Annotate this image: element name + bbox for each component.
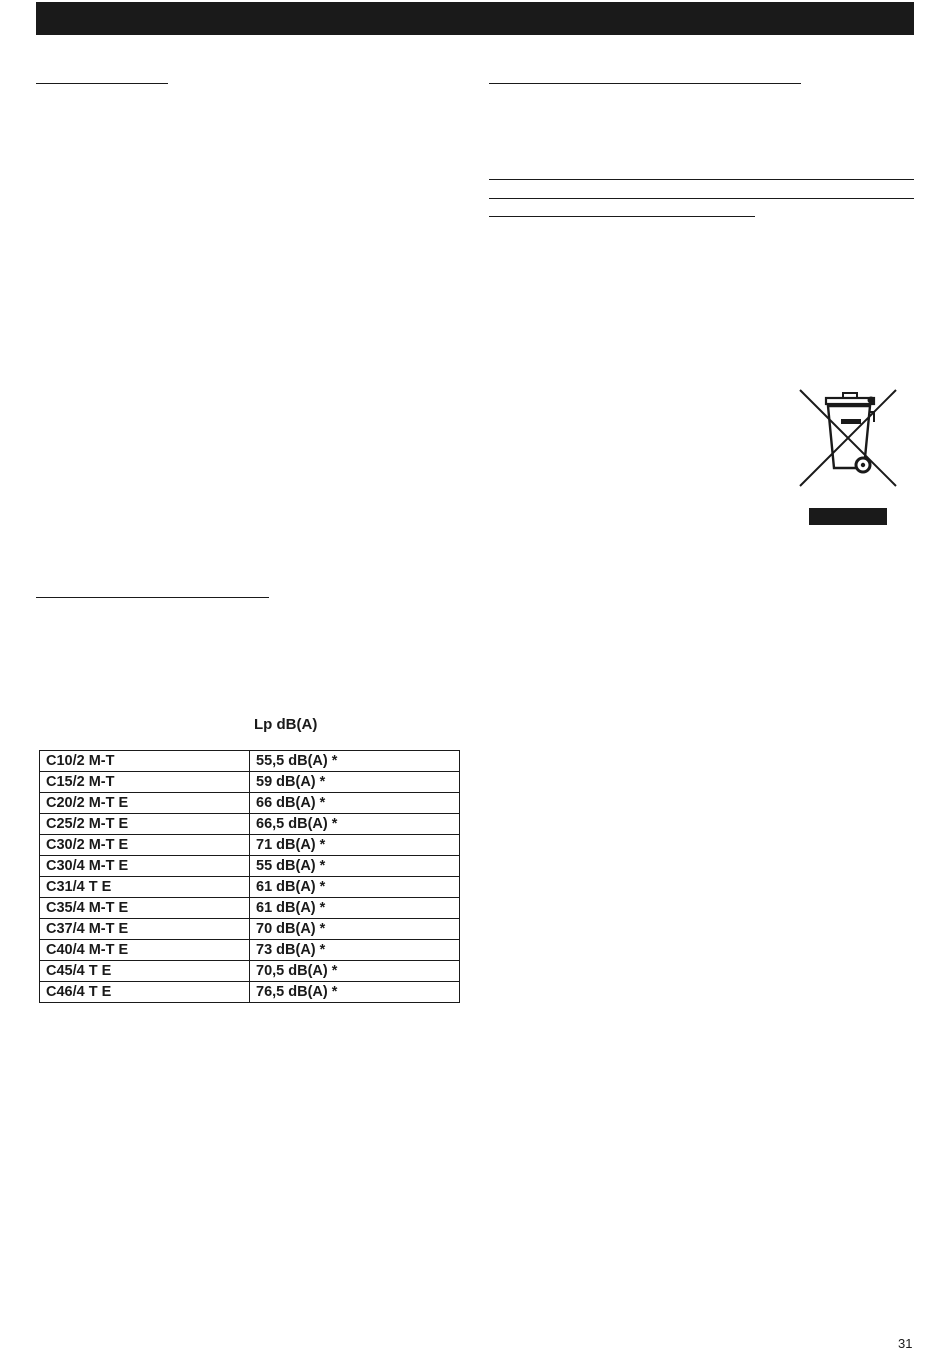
noise-value-cell: 55,5 dB(A) * (250, 751, 460, 772)
model-cell: C10/2 M-T (40, 751, 250, 772)
model-cell: C30/4 M-T E (40, 856, 250, 877)
noise-value-cell: 76,5 dB(A) * (250, 982, 460, 1003)
model-cell: C31/4 T E (40, 877, 250, 898)
table-row (40, 961, 460, 982)
weee-solid-bar (809, 508, 887, 525)
right-heading-rule-4 (489, 216, 755, 217)
model-cell: C15/2 M-T (40, 772, 250, 793)
model-cell: C20/2 M-T E (40, 793, 250, 814)
model-cell: C30/2 M-T E (40, 835, 250, 856)
model-cell: C40/4 M-T E (40, 940, 250, 961)
noise-table-header: Lp dB(A) (254, 716, 318, 733)
noise-value-cell: 55 dB(A) * (250, 856, 460, 877)
table-row (40, 856, 460, 877)
left-heading-rule-1 (36, 83, 168, 84)
crossed-out-wheeled-bin-icon (796, 386, 900, 490)
noise-value-cell: 61 dB(A) * (250, 877, 460, 898)
noise-value-cell: 66,5 dB(A) * (250, 814, 460, 835)
model-cell: C35/4 M-T E (40, 898, 250, 919)
noise-value-cell: 70,5 dB(A) * (250, 961, 460, 982)
right-heading-rule-1 (489, 83, 801, 84)
model-cell: C46/4 T E (40, 982, 250, 1003)
noise-value-cell: 70 dB(A) * (250, 919, 460, 940)
table-row (40, 835, 460, 856)
noise-value-cell: 73 dB(A) * (250, 940, 460, 961)
table-row (40, 772, 460, 793)
table-row (40, 793, 460, 814)
noise-value-cell: 66 dB(A) * (250, 793, 460, 814)
noise-value-cell: 59 dB(A) * (250, 772, 460, 793)
noise-table (39, 750, 460, 1003)
table-row (40, 814, 460, 835)
table-row (40, 982, 460, 1003)
model-cell: C37/4 M-T E (40, 919, 250, 940)
noise-value-cell: 71 dB(A) * (250, 835, 460, 856)
left-heading-rule-2 (36, 597, 269, 598)
table-row (40, 898, 460, 919)
noise-value-cell: 61 dB(A) * (250, 898, 460, 919)
model-cell: C25/2 M-T E (40, 814, 250, 835)
table-row (40, 940, 460, 961)
right-heading-rule-3 (489, 198, 914, 199)
right-heading-rule-2 (489, 179, 914, 180)
table-row (40, 751, 460, 772)
table-row (40, 919, 460, 940)
model-cell: C45/4 T E (40, 961, 250, 982)
table-row (40, 877, 460, 898)
header-bar (36, 2, 914, 35)
page-number: 31 (898, 1336, 913, 1351)
